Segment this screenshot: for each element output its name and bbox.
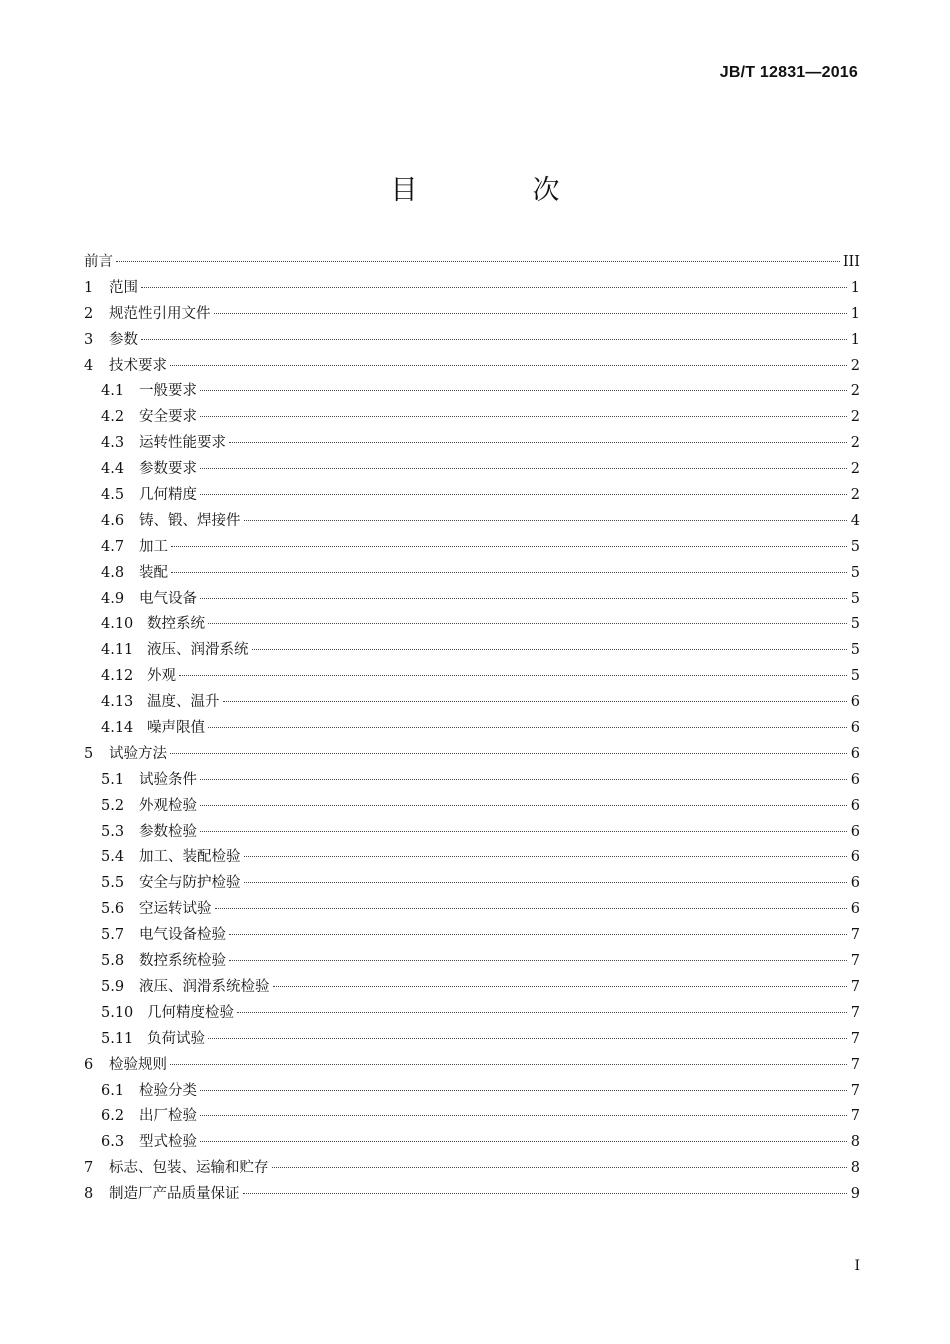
toc-leader-dots	[229, 442, 847, 443]
toc-entry-page: 2	[850, 409, 860, 426]
toc-entry-number: 3	[84, 331, 94, 348]
toc-leader-dots	[200, 805, 847, 806]
toc-entry-title: 装配	[139, 564, 168, 581]
toc-entry-title: 检验规则	[109, 1056, 167, 1073]
toc-entry-page: 6	[850, 849, 860, 866]
toc-entry-page: 5	[850, 538, 860, 555]
toc-entry-number: 4.10	[101, 616, 134, 633]
toc-entry[interactable]	[84, 1182, 860, 1208]
toc-entry[interactable]	[84, 1001, 860, 1027]
toc-entry[interactable]	[84, 535, 860, 561]
toc-entry-number: 5.8	[101, 953, 125, 970]
toc-entry-page: 2	[850, 461, 860, 478]
toc-entry-page: 7	[850, 978, 860, 995]
toc-entry-number: 4.13	[101, 694, 134, 711]
toc-entry-page: 2	[850, 357, 860, 374]
toc-entry-page: 7	[850, 1082, 860, 1099]
toc-entry-title: 外观检验	[139, 797, 197, 814]
toc-entry-title: 加工、装配检验	[139, 849, 241, 866]
toc-entry-title: 技术要求	[109, 357, 167, 374]
toc-entry[interactable]	[84, 457, 860, 483]
toc-entry[interactable]	[84, 1104, 860, 1130]
toc-entry-number: 4.3	[101, 435, 125, 452]
toc-entry-title: 安全与防护检验	[139, 875, 241, 892]
toc-entry[interactable]	[84, 587, 860, 613]
toc-entry[interactable]	[84, 638, 860, 664]
toc-leader-dots	[244, 520, 848, 521]
toc-entry[interactable]	[84, 561, 860, 587]
toc-entry[interactable]	[84, 871, 860, 897]
toc-entry-title: 电气设备	[139, 590, 197, 607]
toc-entry-number: 6.3	[101, 1134, 125, 1151]
toc-entry-page: 6	[850, 797, 860, 814]
toc-leader-dots	[116, 261, 840, 262]
toc-entry-title: 外观	[147, 668, 176, 685]
toc-entry-page: 1	[850, 331, 860, 348]
toc-entry-page: 6	[850, 901, 860, 918]
toc-entry-page: 7	[850, 927, 860, 944]
toc-entry[interactable]	[84, 354, 860, 380]
toc-entry-title: 液压、润滑系统	[147, 642, 249, 659]
toc-entry-title: 试验条件	[139, 771, 197, 788]
toc-entry-page: 7	[850, 1030, 860, 1047]
toc-leader-dots	[179, 675, 847, 676]
toc-leader-dots	[170, 365, 847, 366]
toc-entry[interactable]	[84, 1027, 860, 1053]
toc-entry-number: 5.11	[101, 1030, 134, 1047]
toc-leader-dots	[229, 934, 847, 935]
toc-leader-dots	[171, 572, 847, 573]
toc-entry-title: 制造厂产品质量保证	[109, 1186, 240, 1203]
toc-leader-dots	[252, 649, 848, 650]
toc-entry-page: 5	[850, 590, 860, 607]
toc-entry-page: 2	[850, 487, 860, 504]
toc-leader-dots	[273, 986, 848, 987]
toc-entry[interactable]	[84, 742, 860, 768]
toc-leader-dots	[200, 468, 847, 469]
toc-entry-page: 5	[850, 668, 860, 685]
toc-leader-dots	[200, 1141, 847, 1142]
toc-entry-number: 6.1	[101, 1082, 125, 1099]
toc-entry-page: 8	[850, 1160, 860, 1177]
toc-leader-dots	[244, 856, 848, 857]
toc-entry-title: 参数	[109, 331, 138, 348]
toc-leader-dots	[200, 1115, 847, 1116]
toc-entry-number: 4	[84, 357, 94, 374]
toc-entry[interactable]	[84, 379, 860, 405]
toc-entry[interactable]	[84, 975, 860, 1001]
toc-entry-title: 负荷试验	[147, 1030, 205, 1047]
toc-entry[interactable]	[84, 923, 860, 949]
toc-leader-dots	[200, 1090, 847, 1091]
toc-entry[interactable]	[84, 431, 860, 457]
toc-leader-dots	[170, 753, 847, 754]
toc-entry-number: 5.7	[101, 927, 125, 944]
toc-entry[interactable]	[84, 794, 860, 820]
toc-leader-dots	[214, 313, 848, 314]
toc-leader-dots	[171, 546, 847, 547]
toc-entry-number: 6.2	[101, 1108, 125, 1125]
toc-entry-title: 出厂检验	[139, 1108, 197, 1125]
toc-entry-page: 5	[850, 616, 860, 633]
toc-entry[interactable]	[84, 1079, 860, 1105]
toc-leader-dots	[208, 623, 847, 624]
toc-entry-title: 试验方法	[109, 745, 167, 762]
toc-entry-number: 5.5	[101, 875, 125, 892]
toc-leader-dots	[170, 1064, 847, 1065]
toc-entry-title: 空运转试验	[139, 901, 212, 918]
toc-entry-number: 6	[84, 1056, 94, 1073]
toc-entry[interactable]	[84, 845, 860, 871]
toc-entry-number: 4.12	[101, 668, 134, 685]
toc-leader-dots	[141, 287, 847, 288]
toc-leader-dots	[141, 339, 847, 340]
toc-entry-page: 5	[850, 564, 860, 581]
toc-leader-dots	[200, 416, 847, 417]
toc-entry[interactable]	[84, 483, 860, 509]
toc-entry-title: 安全要求	[139, 409, 197, 426]
toc-entry[interactable]	[84, 664, 860, 690]
toc-entry[interactable]	[84, 820, 860, 846]
toc-entry-title: 温度、温升	[147, 694, 220, 711]
toc-entry-page: III	[842, 254, 860, 270]
toc-leader-dots	[200, 494, 847, 495]
toc-entry-title: 数控系统	[147, 616, 205, 633]
toc-entry-title: 前言	[84, 254, 113, 270]
toc-entry-page: 6	[850, 771, 860, 788]
toc-entry-number: 4.14	[101, 720, 134, 737]
toc-leader-dots	[223, 701, 848, 702]
toc-entry-title: 液压、润滑系统检验	[139, 978, 270, 995]
toc-entry-number: 5.3	[101, 823, 125, 840]
standard-code: JB/T 12831—2016	[719, 64, 858, 81]
toc-leader-dots	[243, 1193, 848, 1194]
toc-entry-number: 4.5	[101, 487, 125, 504]
toc-entry-title: 运转性能要求	[139, 435, 226, 452]
toc-entry[interactable]	[84, 250, 860, 276]
toc-entry[interactable]	[84, 897, 860, 923]
toc-entry-number: 5.1	[101, 771, 125, 788]
toc-entry-number: 5.10	[101, 1004, 134, 1021]
toc-entry-number: 5.6	[101, 901, 125, 918]
toc-entry-number: 7	[84, 1160, 94, 1177]
toc-entry-number: 5.2	[101, 797, 125, 814]
toc-entry-number: 2	[84, 305, 94, 322]
toc-entry[interactable]	[84, 1130, 860, 1156]
toc-entry-page: 6	[850, 823, 860, 840]
toc-leader-dots	[244, 882, 848, 883]
toc-entry-title: 参数要求	[139, 461, 197, 478]
toc-entry[interactable]	[84, 509, 860, 535]
toc-entry-page: 7	[850, 953, 860, 970]
toc-entry-title: 加工	[139, 538, 168, 555]
toc-entry[interactable]	[84, 768, 860, 794]
toc-leader-dots	[229, 960, 847, 961]
toc-leader-dots	[208, 727, 847, 728]
toc-entry-title: 型式检验	[139, 1134, 197, 1151]
toc-entry-title: 铸、锻、焊接件	[139, 512, 241, 529]
toc-entry[interactable]	[84, 276, 860, 302]
toc-leader-dots	[215, 908, 848, 909]
toc-entry-title: 几何精度	[139, 487, 197, 504]
toc-entry-number: 8	[84, 1186, 94, 1203]
toc-leader-dots	[200, 598, 847, 599]
toc-entry-page: 6	[850, 694, 860, 711]
toc-entry[interactable]	[84, 690, 860, 716]
toc-entry-title: 一般要求	[139, 383, 197, 400]
toc-entry[interactable]	[84, 302, 860, 328]
toc-leader-dots	[200, 831, 847, 832]
toc-entry-page: 2	[850, 435, 860, 452]
toc-entry[interactable]	[84, 716, 860, 742]
toc-entry[interactable]	[84, 949, 860, 975]
toc-entry-number: 4.1	[101, 383, 125, 400]
toc-leader-dots	[208, 1038, 847, 1039]
table-of-contents	[84, 250, 860, 1208]
toc-entry-number: 5	[84, 745, 94, 762]
toc-entry-page: 7	[850, 1004, 860, 1021]
toc-entry-number: 4.11	[101, 642, 134, 659]
toc-entry[interactable]	[84, 1156, 860, 1182]
toc-entry-page: 2	[850, 383, 860, 400]
toc-entry-title: 数控系统检验	[139, 953, 226, 970]
page-number: I	[854, 1258, 860, 1274]
toc-entry-page: 1	[850, 279, 860, 296]
toc-leader-dots	[237, 1012, 847, 1013]
toc-entry-title: 电气设备检验	[139, 927, 226, 944]
toc-entry-title: 几何精度检验	[147, 1004, 234, 1021]
toc-entry-page: 8	[850, 1134, 860, 1151]
toc-entry-title: 参数检验	[139, 823, 197, 840]
toc-entry-number: 4.6	[101, 512, 125, 529]
toc-entry-number: 5.9	[101, 978, 125, 995]
toc-entry-page: 9	[850, 1186, 860, 1203]
toc-entry-title: 规范性引用文件	[109, 305, 211, 322]
toc-entry-page: 6	[850, 875, 860, 892]
page-title: 目 次	[390, 175, 604, 206]
toc-entry-page: 6	[850, 745, 860, 762]
toc-entry-title: 标志、包装、运输和贮存	[109, 1160, 269, 1177]
toc-entry-number: 4.9	[101, 590, 125, 607]
toc-entry[interactable]	[84, 612, 860, 638]
toc-entry-page: 5	[850, 642, 860, 659]
toc-entry-number: 4.8	[101, 564, 125, 581]
toc-entry-title: 范围	[109, 279, 138, 296]
toc-entry-page: 6	[850, 720, 860, 737]
toc-leader-dots	[200, 390, 847, 391]
toc-entry-page: 7	[850, 1108, 860, 1125]
toc-entry-number: 5.4	[101, 849, 125, 866]
toc-leader-dots	[200, 779, 847, 780]
toc-entry-number: 4.7	[101, 538, 125, 555]
toc-entry-number: 4.4	[101, 461, 125, 478]
toc-entry-number: 4.2	[101, 409, 125, 426]
toc-entry-page: 1	[850, 305, 860, 322]
toc-entry[interactable]	[84, 1053, 860, 1079]
toc-entry[interactable]	[84, 328, 860, 354]
toc-entry-page: 7	[850, 1056, 860, 1073]
toc-entry-number: 1	[84, 279, 94, 296]
toc-entry-page: 4	[850, 512, 860, 529]
toc-leader-dots	[272, 1167, 848, 1168]
toc-entry-title: 检验分类	[139, 1082, 197, 1099]
toc-entry-title: 噪声限值	[147, 720, 205, 737]
toc-entry[interactable]	[84, 405, 860, 431]
